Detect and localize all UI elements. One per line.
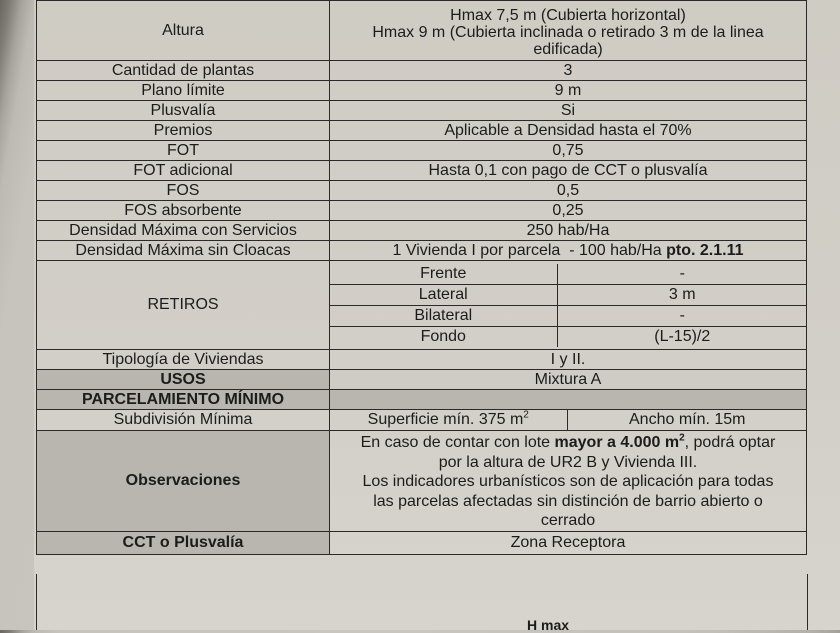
value-retiros [330,261,807,350]
label-densidad-cloacas: Densidad Máxima sin Cloacas [37,241,330,261]
obs-exponent: 2 [679,432,685,444]
value-tipologia: I y II. [330,350,807,370]
retiro-value: (L-15)/2 [557,326,807,347]
altura-line-3: edificada) [533,40,603,58]
observaciones-line-2: por la altura de UR2 B y Vivienda III. [438,453,698,471]
retiros-table [330,264,807,347]
zoning-table [36,0,807,555]
retiro-name: Fondo [330,326,557,347]
row-cantidad-plantas [37,61,807,81]
altura-line-2: Hmax 9 m (Cubierta inclinada o retirado 3 m de la linea [372,23,764,41]
row-premios [37,121,807,141]
label-fos: FOS [37,181,330,201]
retiro-row [330,284,807,305]
value-fot: 0,75 [330,141,807,161]
retiro-row [330,264,807,285]
observaciones-line-3: Los indicadores urbanísticos son de aplicación para todas [362,473,774,490]
label-altura: Altura [37,1,330,61]
label-plusvalia: Plusvalía [37,101,330,121]
retiro-name: Bilateral [330,305,557,326]
row-fot-adicional [37,161,807,181]
value-parcelamiento [330,390,807,410]
row-parcelamiento [37,390,807,410]
label-retiros: RETIROS [37,261,330,350]
retiro-value: 3 m [557,284,807,305]
value-plusvalia: Si [330,101,807,121]
row-subdivision [37,410,807,431]
retiro-value: - [557,305,807,326]
subdivision-row [330,410,807,430]
row-tipologia [37,350,807,370]
label-subdivision: Subdivisión Mínima [37,410,330,431]
observaciones-line-4: las parcelas afectadas sin distinción de barrio abierto o [373,492,763,510]
row-observaciones [37,431,807,532]
label-cantidad-plantas: Cantidad de plantas [37,61,330,81]
obs-text-a: En caso de contar con lote [360,434,555,451]
densidad-cloacas-ref: pto. 2.1.11 [666,241,744,259]
superficie-text: Superficie mín. 375 m [367,411,524,428]
retiro-value: - [557,264,807,285]
row-plano-limite [37,81,807,101]
label-densidad-servicios: Densidad Máxima con Servicios [37,221,330,241]
altura-line-1: Hmax 7,5 m (Cubierta horizontal) [450,6,686,24]
row-fos-absorbente [37,201,807,221]
row-fos [37,181,807,201]
row-plusvalia [37,101,807,121]
value-densidad-servicios: 250 hab/Ha [330,221,807,241]
row-cct [37,531,807,554]
subdivision-superficie [330,410,567,430]
label-fot-adicional: FOT adicional [37,161,330,181]
row-retiros [37,261,807,350]
value-densidad-cloacas [330,241,807,261]
value-observaciones [330,431,807,532]
retiro-name: Frente [330,264,557,285]
label-premios: Premios [37,121,330,141]
subdivision-ancho: Ancho mín. 15m [629,411,746,428]
hmax-heading: H max [527,617,570,633]
label-tipologia: Tipología de Viviendas [37,350,330,370]
row-altura [37,1,807,61]
value-fos-absorbente: 0,25 [330,201,807,221]
label-cct: CCT o Plusvalía [37,531,330,554]
value-plano-limite: 9 m [330,81,807,101]
retiro-row [330,305,807,326]
value-subdivision [330,410,807,431]
value-cct: Zona Receptora [330,531,807,554]
label-fos-absorbente: FOS absorbente [37,201,330,221]
value-premios: Aplicable a Densidad hasta el 70% [330,121,807,141]
label-parcelamiento: PARCELAMIENTO MÍNIMO [37,390,330,410]
retiro-row [330,326,807,347]
row-fot [37,141,807,161]
next-section-box [36,574,808,630]
value-fot-adicional: Hasta 0,1 con pago de CCT o plusvalía [330,161,807,181]
observaciones-line-5: cerrado [540,512,596,529]
label-plano-limite: Plano límite [37,81,330,101]
value-usos: Mixtura A [330,370,807,390]
subdivision-table [330,410,807,430]
value-fos: 0,5 [330,181,807,201]
value-altura [330,1,807,61]
label-observaciones: Observaciones [37,431,330,532]
obs-text-c: , podrá optar [684,434,776,451]
retiro-name: Lateral [330,284,557,305]
observaciones-line-1 [334,433,802,453]
row-usos [37,370,807,390]
value-cantidad-plantas: 3 [330,61,807,81]
obs-text-b: mayor a 4.000 m [554,434,680,451]
row-densidad-servicios [37,221,807,241]
densidad-cloacas-text: 1 Vivienda I por parcela - 100 hab/Ha [392,241,667,259]
label-fot: FOT [37,141,330,161]
superficie-exponent: 2 [523,410,529,421]
label-usos: USOS [37,370,330,390]
row-densidad-cloacas [37,241,807,261]
